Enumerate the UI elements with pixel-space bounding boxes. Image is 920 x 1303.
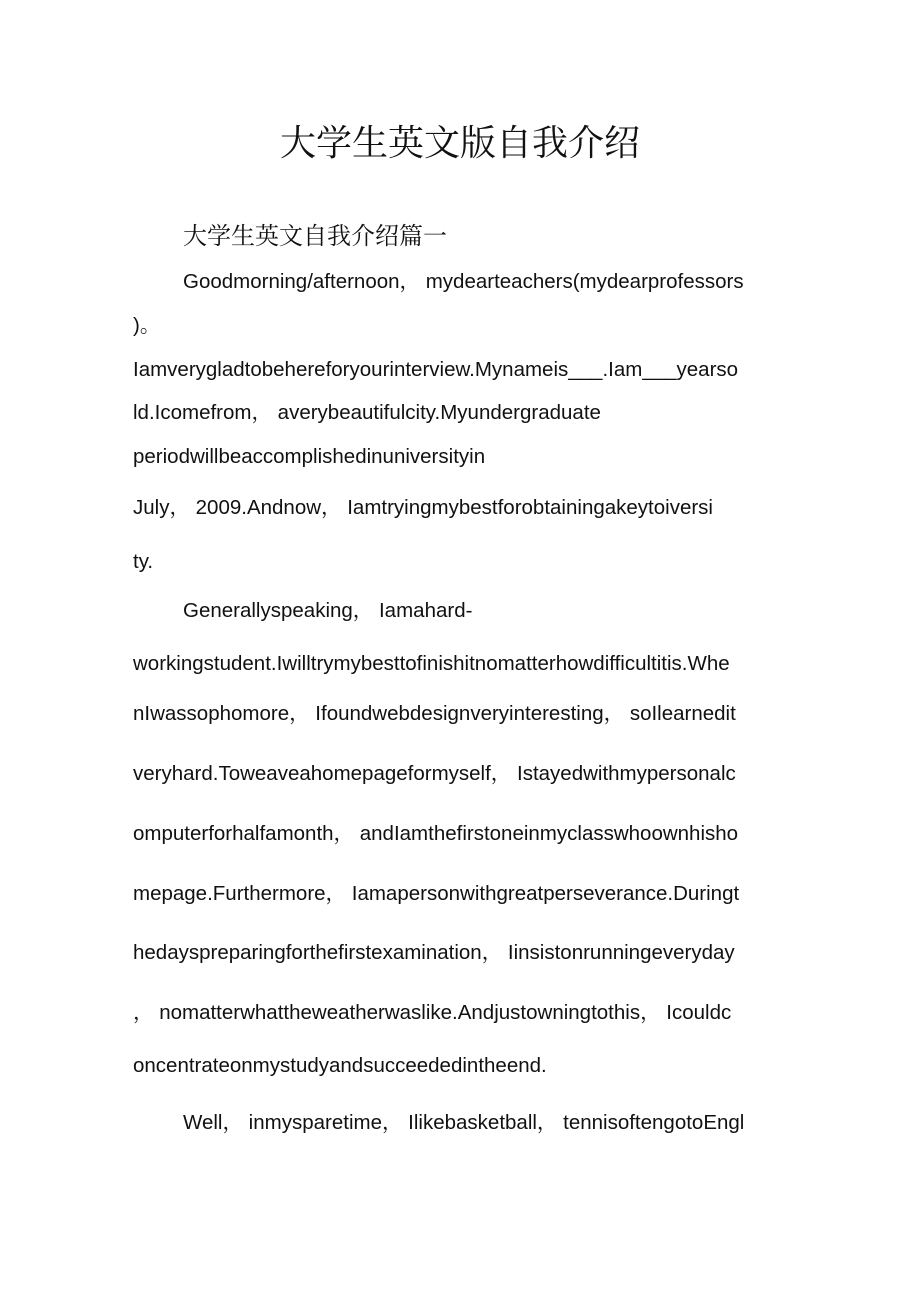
section-heading: 大学生英文自我介绍篇一 [183,222,447,250]
text-line: ty. [133,550,154,573]
text-line: Generallyspeaking， Iamahard- [183,599,473,622]
text-line: nIwassophomore， Ifoundwebdesignveryinteresting， soIlearnedit [133,702,736,725]
text-line: Well， inmysparetime， Ilikebasketball， tennisoftengotoEngl [183,1111,745,1134]
text-line: veryhard.Toweaveahomepageformyself， Istayedwithmypersonalc [133,762,736,785]
text-line: July， 2009.Andnow， Iamtryingmybestforobtainingakeytoiversi [133,496,713,519]
text-line: periodwillbeaccomplishedinuniversityin [133,445,486,468]
text-line: oncentrateonmystudyandsucceededintheend. [133,1054,547,1077]
text-line: )。 [133,314,161,337]
text-line: ld.Icomefrom， averybeautifulcity.Myundergraduate [133,401,601,424]
text-line: workingstudent.Iwilltrymybesttofinishitnomatterhowdifficultitis.Whe [133,652,730,675]
text-line: hedayspreparingforthefirstexamination， Iinsistonrunningeveryday [133,941,735,964]
text-line: omputerforhalfamonth， andIamthefirstoneinmyclasswhoownhisho [133,822,739,845]
text-line: ， nomatterwhattheweatherwaslike.Andjustowningtothis， Icouldc [133,1001,732,1024]
text-line: Goodmorning/afternoon， mydearteachers(mydearprofessors [183,270,744,293]
document-title: 大学生英文版自我介绍 [279,123,640,164]
text-line: mepage.Furthermore， Iamapersonwithgreatperseverance.Duringt [133,882,740,905]
text-line: Iamverygladtobehereforyourinterview.Mynameis___.Iam___yearso [133,358,739,381]
